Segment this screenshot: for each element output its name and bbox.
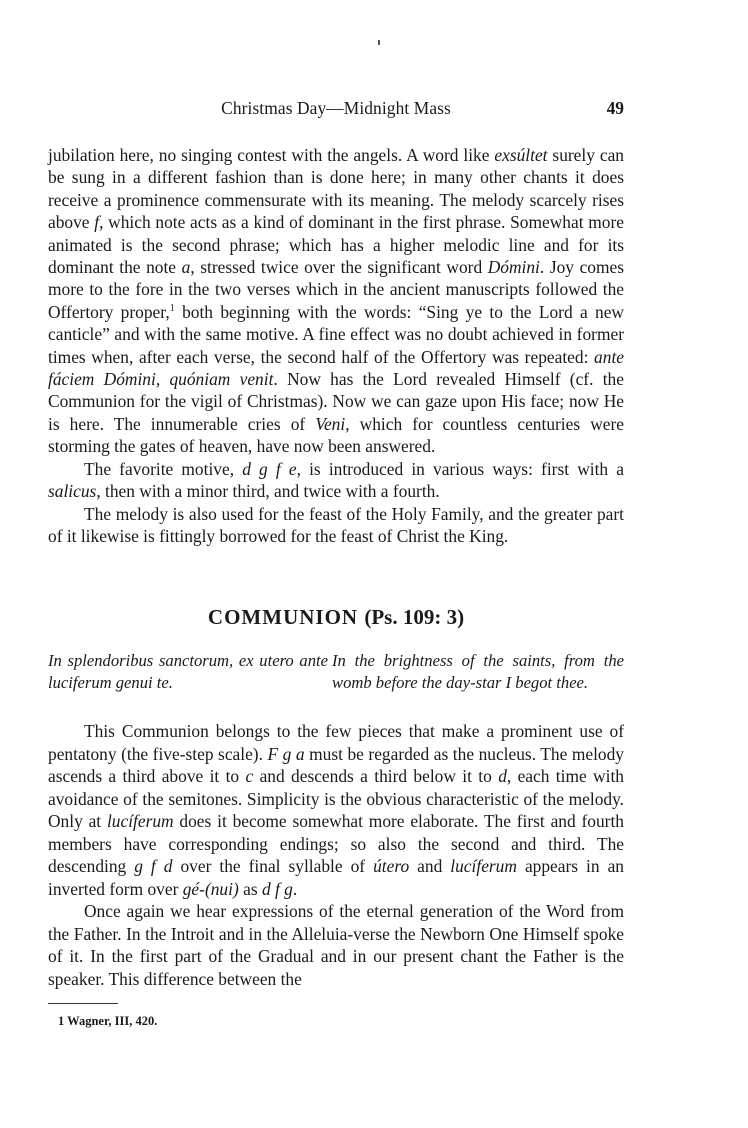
running-title: Christmas Day—Midnight Mass: [221, 98, 451, 118]
text-span: both beginning with the words: “Sing ye to the Lord a new canticle” and with the same motive. A fine effect was no doubt achieved in former times when, after each verse, the second half of the Offertory was repeated:: [48, 301, 624, 367]
english-verse: In the brightness of the saints, from the womb before the day-star I begot thee.: [332, 651, 624, 692]
body-text-bottom: [48, 720, 624, 990]
italic-span: F g a: [267, 743, 305, 764]
text-span: This Communion belongs to the few pieces that make a prominent use of pentatony (the five-step scale).: [48, 721, 624, 764]
text-span: , which note acts as a kind of dominant in the first phrase. Somewhat more animated is the second phrase; which has a higher melodic line and for its dominant the note: [48, 212, 624, 278]
text-span: , then with a minor third, and twice with a fourth.: [96, 481, 440, 502]
text-span: , is introduced in various ways: first with a: [296, 458, 624, 479]
italic-span: d: [498, 766, 507, 786]
italic-span: lucíferum: [450, 856, 517, 876]
text-span: Once again we hear expressions of the eternal generation of the Word from the Father. In the Introit and in the Alleluia-verse the Newborn One Himself spoke of it. In the first part of the Gradual and in our present chant the Father is the speaker. This difference between the: [48, 901, 624, 989]
text-span: over the final syllable of: [172, 856, 374, 876]
text-span: The favorite motive,: [84, 458, 243, 479]
italic-span: Veni: [315, 413, 346, 434]
italic-span: exsúltet: [494, 145, 548, 165]
text-span: appears in an inverted form over: [48, 856, 624, 899]
text-span: . Joy comes more to the fore in the two verses which in the ancient manuscripts followed the Offertory proper,: [48, 257, 624, 322]
text-span: jubilation here, no singing contest with the angels. A word like: [48, 145, 495, 165]
text-span: does it become somewhat more elaborate. The first and fourth members have corresponding endings; so also the second and third. The descending: [48, 811, 624, 876]
text-span: must be regarded as the nucleus. The melody ascends a third above it to: [48, 743, 624, 786]
italic-span: d f g: [261, 878, 293, 899]
text-span: , which for countless centuries were storming the gates of heaven, have now been answered.: [48, 413, 624, 457]
italic-span: útero: [373, 856, 410, 876]
text-span: surely can be sung in a different fashion than is done here; in many other chants it does receive a prominence commensurate with its meaning. The melody scarcely rises above: [48, 145, 624, 233]
italic-span: gé-(nui): [182, 878, 239, 899]
italic-span: ante fáciem Dómini, quóniam venit: [48, 346, 624, 390]
page-number: 49: [606, 98, 624, 118]
body-text-top: [48, 144, 624, 547]
italic-span: f: [94, 212, 100, 233]
text-span: . Now has the Lord revealed Himself (cf. the Communion for the vigil of Christmas). Now we can gaze upon His face; now He is here. The innumerable cries of: [48, 369, 624, 434]
section-title: COMMUNION: [207, 605, 359, 629]
paragraph-1: [48, 144, 624, 458]
italic-span: lucíferum: [106, 811, 174, 831]
italic-span: g f d: [134, 856, 173, 876]
italic-span: d g f e: [242, 458, 297, 479]
paragraph-2: [48, 458, 624, 503]
paragraph-4: [48, 720, 624, 900]
text-span: and: [409, 856, 451, 876]
italic-span: a: [181, 257, 191, 278]
paragraph-3: [48, 503, 624, 548]
italic-span: salicus: [48, 481, 97, 502]
text-span: as: [238, 878, 262, 899]
text-span: , stressed twice over the significant word: [190, 257, 488, 278]
footnote: 1 Wagner, III, 420.: [58, 1014, 158, 1028]
italic-span: c: [245, 766, 254, 786]
text-span: The melody is also used for the feast of the Holy Family, and the greater part of it likewise is fittingly borrowed for the feast of Christ the King.: [48, 503, 624, 546]
section-heading: [48, 605, 624, 630]
scan-speck: [378, 40, 380, 45]
text-span: .: [292, 878, 298, 899]
footnote-marker: 1: [169, 303, 175, 315]
text-span: , each time with avoidance of the semitones. Simplicity is the obvious characteristic of the melody. Only at: [48, 766, 624, 831]
text-span: and descends a third below it to: [253, 766, 499, 786]
section-reference: (Ps. 109: 3): [364, 605, 465, 629]
latin-verse: In splendoribus sanctorum, ex utero ante luciferum genui te.: [48, 651, 328, 692]
running-header: [48, 98, 624, 122]
paragraph-5: [48, 900, 624, 990]
italic-span: Dómini: [487, 257, 540, 278]
footnote-rule: [48, 1003, 118, 1004]
